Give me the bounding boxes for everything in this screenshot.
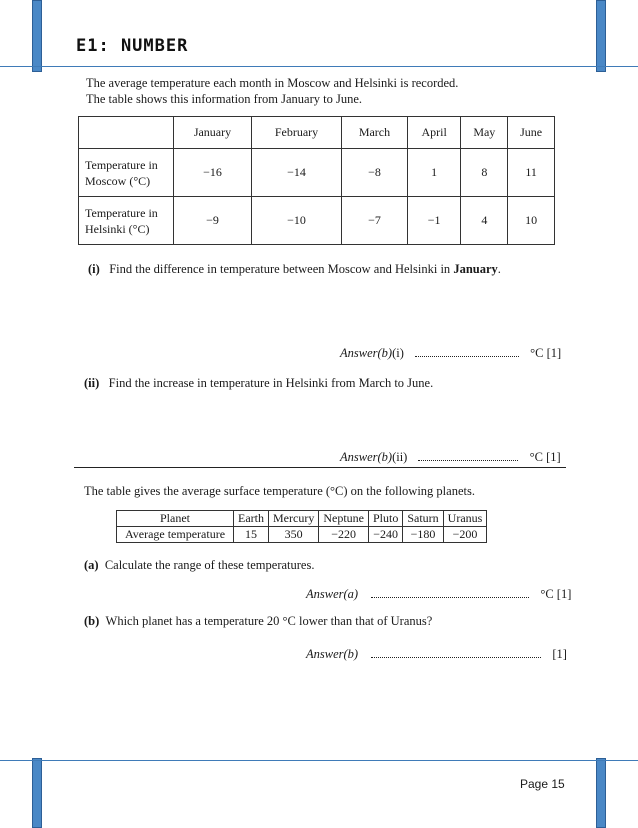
answer-input-b[interactable] (371, 647, 541, 658)
table-cell: −14 (251, 149, 341, 197)
answer-input-ii[interactable] (418, 450, 518, 461)
answer-label: Answer(b) (306, 647, 359, 661)
question-a (84, 557, 314, 573)
footer-rule (0, 760, 638, 761)
planets-intro: The table gives the average surface temperature (°C) on the following planets. (84, 484, 475, 498)
table-cell: Mercury (269, 511, 319, 527)
intro-line-2: The table shows this information from January to June. (86, 92, 362, 106)
intro-line-1: The average temperature each month in Moscow and Helsinki is recorded. (86, 76, 459, 90)
answer-part: (ii) (392, 450, 408, 464)
table-cell: −240 (368, 527, 402, 543)
table-cell: Planet (117, 511, 234, 527)
table-cell: −180 (403, 527, 443, 543)
month-january: January (174, 117, 252, 149)
table-cell: Uranus (443, 511, 487, 527)
table-cell: Average temperature (117, 527, 234, 543)
row-label-line: Temperature in (85, 205, 158, 220)
question-end: . (497, 262, 501, 276)
row-label-helsinki (79, 197, 174, 245)
table-header-row (79, 117, 555, 149)
question-number: (ii) (84, 376, 100, 390)
table-row (117, 527, 487, 543)
table-cell: −8 (342, 149, 408, 197)
left-bottom-bar (32, 758, 42, 828)
table-cell: Earth (234, 511, 269, 527)
table-cell: −220 (319, 527, 369, 543)
left-top-bar (32, 0, 42, 72)
table-cell: −7 (342, 197, 408, 245)
temperature-table (78, 116, 555, 245)
table-cell: Pluto (368, 511, 402, 527)
table-cell: 4 (461, 197, 508, 245)
table-header-row (117, 511, 487, 527)
section-title: E1: NUMBER (76, 36, 189, 56)
answer-label: Answer(b) (340, 346, 393, 360)
question-bold-word: January (453, 262, 498, 276)
answer-input-a[interactable] (371, 587, 529, 598)
table-cell: −200 (443, 527, 487, 543)
question-ii (84, 375, 433, 391)
answer-label: Answer(a) (306, 587, 359, 601)
table-cell: −9 (174, 197, 252, 245)
question-text: Which planet has a temperature 20 °C lower than that of Uranus? (105, 614, 433, 628)
question-separator (74, 467, 566, 468)
month-may: May (461, 117, 508, 149)
row-label-line: Helsinki (°C) (85, 221, 150, 236)
table-row (79, 149, 555, 197)
table-cell: 1 (407, 149, 461, 197)
answer-unit: °C [1] (529, 450, 561, 464)
answer-line-a (306, 587, 571, 602)
table-row (79, 197, 555, 245)
answer-input-i[interactable] (415, 346, 519, 357)
table-corner-cell (79, 117, 174, 149)
question-number: (b) (84, 614, 100, 628)
question-i (88, 261, 501, 277)
table-cell: 11 (508, 149, 555, 197)
month-june: June (508, 117, 555, 149)
question-text: Find the difference in temperature between Moscow and Helsinki in (109, 262, 454, 276)
month-february: February (251, 117, 341, 149)
answer-unit: °C [1] (530, 346, 562, 360)
question-text: Calculate the range of these temperatures. (104, 558, 315, 572)
row-label-moscow (79, 149, 174, 197)
answer-line-i (340, 346, 561, 361)
answer-line-b (306, 647, 567, 662)
table-cell: 350 (269, 527, 319, 543)
row-label-line: Temperature in (85, 157, 158, 172)
table-cell: 8 (461, 149, 508, 197)
question-number: (a) (84, 558, 99, 572)
table-cell: Saturn (403, 511, 443, 527)
page-number: Page 15 (520, 777, 565, 791)
table-cell: −10 (251, 197, 341, 245)
answer-part: (i) (392, 346, 404, 360)
month-march: March (342, 117, 408, 149)
table-cell: Neptune (319, 511, 369, 527)
header-rule (0, 66, 638, 67)
answer-line-ii (340, 450, 561, 465)
right-bottom-bar (596, 758, 606, 828)
question-number: (i) (88, 262, 100, 276)
row-label-line: Moscow (°C) (85, 173, 151, 188)
table-cell: −16 (174, 149, 252, 197)
planets-table (116, 510, 487, 543)
table-cell: 15 (234, 527, 269, 543)
table-cell: −1 (407, 197, 461, 245)
right-top-bar (596, 0, 606, 72)
question-b (84, 613, 432, 629)
answer-unit: °C [1] (540, 587, 572, 601)
table-cell: 10 (508, 197, 555, 245)
answer-label: Answer(b) (340, 450, 393, 464)
month-april: April (407, 117, 461, 149)
question-text: Find the increase in temperature in Helsinki from March to June. (108, 376, 434, 390)
answer-unit: [1] (552, 647, 567, 661)
